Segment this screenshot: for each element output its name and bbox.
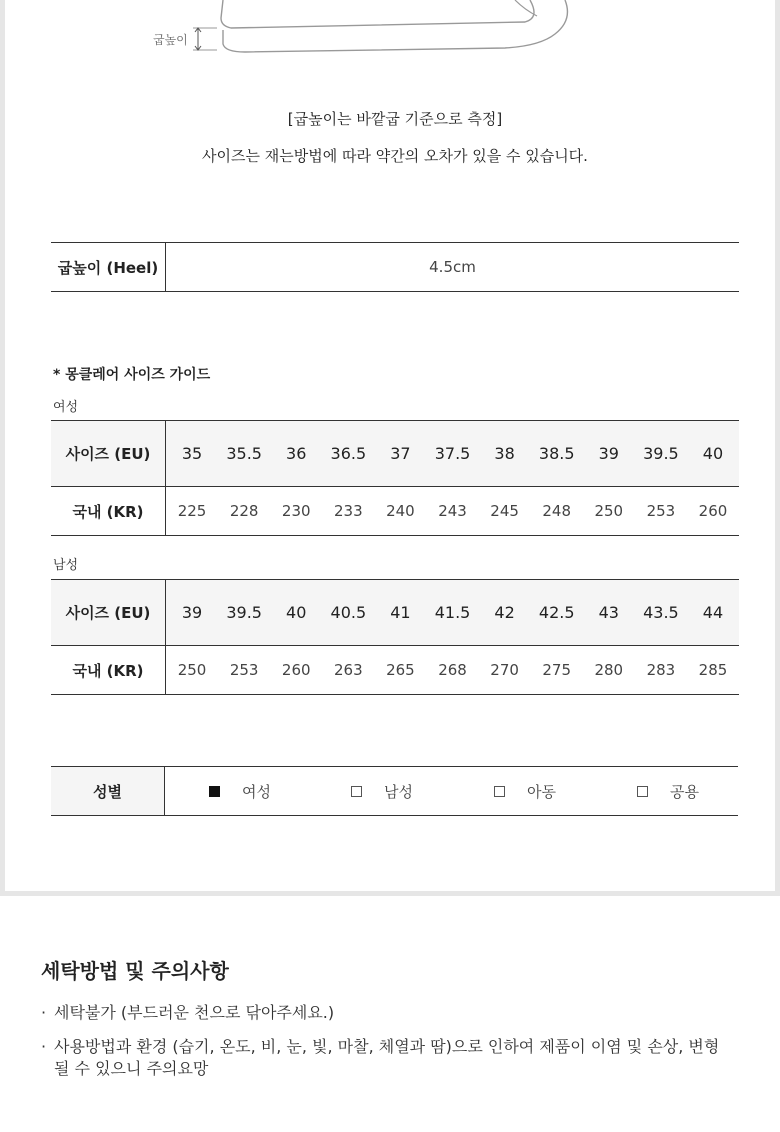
table-cell: 37.5: [434, 444, 471, 463]
table-row: [51, 646, 739, 694]
table-cell: 260: [698, 502, 728, 520]
checkbox-icon[interactable]: [637, 786, 648, 797]
heel-height-callout: 굽높이: [153, 33, 188, 47]
gender-option-label: 남성: [384, 782, 413, 801]
table-cell: 39: [598, 444, 619, 463]
list-item: · 세탁불가 (부드러운 천으로 닦아주세요.): [41, 1002, 731, 1024]
table-cell: 43.5: [643, 603, 679, 622]
table-cell: 285: [698, 661, 728, 679]
table-cell: 230: [281, 502, 311, 520]
women-size-table: [51, 420, 739, 536]
table-cell: 36.5: [330, 444, 367, 463]
table-cell: 42: [494, 603, 515, 622]
checkbox-icon[interactable]: [494, 786, 505, 797]
gender-option-label: 공용: [670, 782, 699, 801]
table-cell: 40.5: [330, 603, 367, 622]
table-cell: 41: [390, 603, 411, 622]
gender-table: [51, 766, 738, 816]
gender-options: [165, 767, 738, 815]
table-cell: 253: [229, 661, 259, 679]
table-cell: 240: [386, 502, 415, 520]
table-cell: 42.5: [538, 603, 575, 622]
gender-option-label: 아동: [527, 782, 556, 801]
table-cell: 36: [286, 444, 307, 463]
table-cell: 40: [702, 444, 724, 463]
table-cell: 270: [490, 661, 519, 679]
table-cell: 39: [181, 603, 203, 622]
table-cell: 38.5: [538, 444, 575, 463]
care-section-title: 세탁방법 및 주의사항: [41, 959, 229, 983]
table-cell: 39.5: [226, 603, 262, 622]
table-cell: 43: [598, 603, 619, 622]
table-cell: 40: [286, 603, 307, 622]
heel-value: 4.5cm: [429, 258, 476, 276]
men-label: 남성: [53, 558, 79, 573]
list-item: · 사용방법과 환경 (습기, 온도, 비, 눈, 빛, 마찰, 체열과 땀)으로 인하여 제품이 이염 및 손상, 변형될 수 있으니 주의요망: [41, 1036, 731, 1080]
measure-basis-note: [굽높이는 바깥굽 기준으로 측정]: [287, 110, 503, 128]
men-size-table: [51, 579, 739, 695]
care-instructions-list: [41, 1002, 731, 1092]
gender-option-unisex[interactable]: [637, 767, 699, 815]
women-label: 여성: [53, 400, 79, 415]
table-row: [51, 487, 739, 535]
table-cell: 35: [181, 444, 203, 463]
table-row: [51, 421, 739, 487]
heel-height-table: [51, 242, 739, 292]
gender-header: 성별: [51, 767, 165, 815]
table-cell: 41.5: [434, 603, 471, 622]
gender-option-women[interactable]: [209, 767, 271, 815]
table-cell: 225: [177, 502, 207, 520]
table-cell: 245: [490, 502, 519, 520]
table-cell: 44: [702, 603, 724, 622]
table-cell: 253: [646, 502, 676, 520]
gender-option-label: 여성: [242, 782, 271, 801]
heel-header: 굽높이 (Heel): [51, 243, 166, 291]
table-cell: 265: [386, 661, 415, 679]
table-cell: 280: [594, 661, 624, 679]
table-cell: 248: [542, 502, 572, 520]
table-cell: 37: [390, 444, 411, 463]
checkbox-icon[interactable]: [209, 786, 220, 797]
table-row: [51, 580, 739, 646]
table-cell: 263: [334, 661, 363, 679]
shoe-outline-illustration: [145, 0, 585, 60]
kr-header: 국내 (KR): [51, 487, 166, 535]
table-cell: 228: [229, 502, 259, 520]
table-cell: 250: [177, 661, 207, 679]
kr-header: 국내 (KR): [51, 646, 166, 694]
size-guide-title: * 몽클레어 사이즈 가이드: [53, 367, 211, 383]
table-cell: 268: [438, 661, 467, 679]
size-disclaimer: 사이즈는 재는방법에 따라 약간의 오차가 있을 수 있습니다.: [202, 147, 588, 165]
eu-header: 사이즈 (EU): [51, 580, 166, 645]
table-cell: 260: [281, 661, 311, 679]
table-cell: 243: [438, 502, 467, 520]
table-cell: 233: [334, 502, 363, 520]
gender-option-kids[interactable]: [494, 767, 556, 815]
table-cell: 38: [494, 444, 515, 463]
table-cell: 250: [594, 502, 624, 520]
eu-header: 사이즈 (EU): [51, 421, 166, 486]
checkbox-icon[interactable]: [351, 786, 362, 797]
table-cell: 35.5: [226, 444, 262, 463]
gender-option-men[interactable]: [351, 767, 413, 815]
table-cell: 283: [646, 661, 676, 679]
table-cell: 275: [542, 661, 572, 679]
table-cell: 39.5: [643, 444, 679, 463]
